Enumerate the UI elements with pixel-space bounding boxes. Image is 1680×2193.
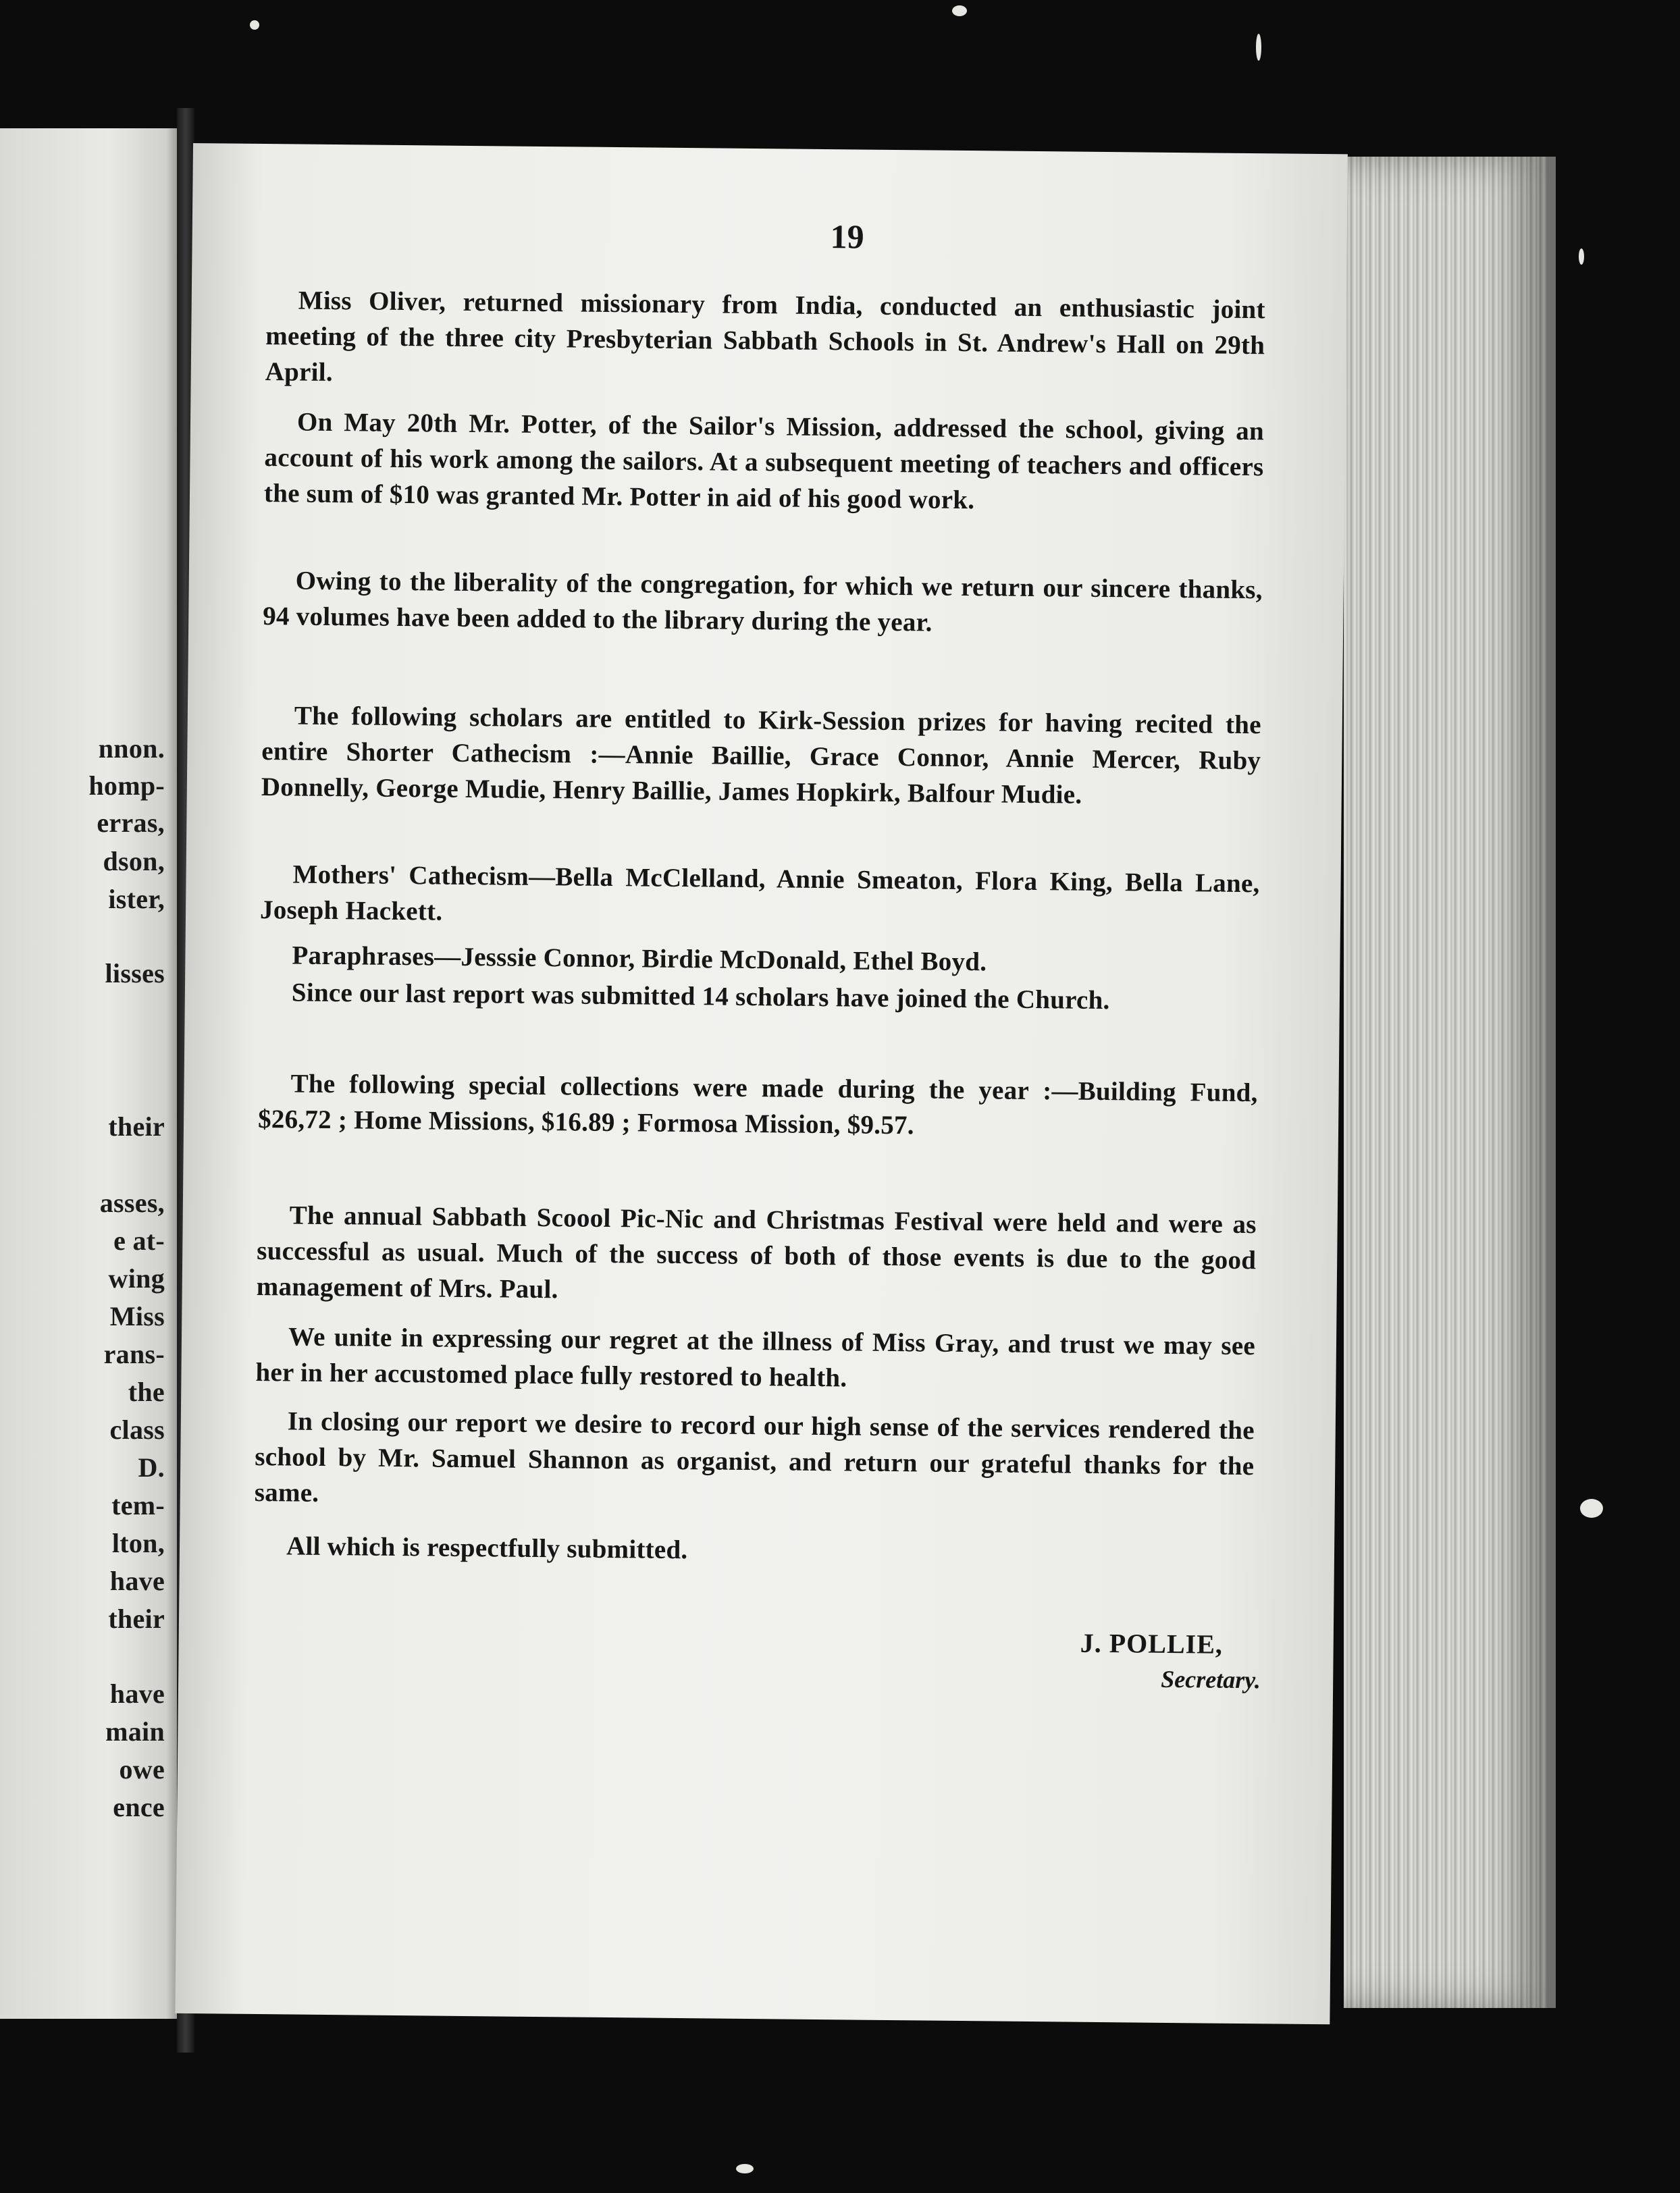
left-page-text-line: main [105, 1716, 165, 1747]
paragraph-paraphrases: Paraphrases—Jesssie Connor, Birdie McDonald, Ethel Boyd. [292, 941, 987, 977]
left-page-text-line: dson, [103, 846, 165, 876]
left-page-text-line: D. [138, 1452, 165, 1483]
left-page-text-line: asses, [99, 1188, 165, 1218]
scan-speck [736, 2164, 754, 2173]
left-page-text-line: nnon. [98, 733, 165, 764]
scan-speck [952, 5, 967, 16]
signature-name: J. POLLIE, [1080, 1627, 1224, 1660]
scan-speck [1579, 248, 1584, 265]
left-page-text-line: rans- [103, 1339, 165, 1369]
paragraph-library: Owing to the liberality of the congregation, for which we return our sincere thanks, 94 volumes have been added to the library during the year. [263, 566, 1263, 637]
paragraph-submitted: All which is respectfully submitted. [286, 1531, 688, 1565]
left-page-text-line: their [108, 1111, 165, 1142]
scan-speck [1256, 34, 1261, 61]
paragraph-mr-potter: On May 20th Mr. Potter, of the Sailor's Mission, addressed the school, giving an account of his work among the sailors. At a subsequent meeting of teachers and officers the sum of $10 was granted Mr. Potter in aid of his good work. [263, 407, 1265, 515]
left-page-text-line: have [109, 1566, 165, 1596]
paragraph-miss-gray: We unite in expressing our regret at the illness of Miss Gray, and trust we may see her in her accustomed place fully restored to health. [255, 1322, 1256, 1393]
left-page-text-line: lton, [111, 1528, 165, 1558]
left-page-text-line: homp- [88, 770, 165, 801]
left-page-text-line: Miss [109, 1301, 165, 1331]
scan-speck [1580, 1499, 1603, 1518]
page-edges [1344, 157, 1556, 2008]
paragraph-special-collections: The following special collections were made during the year :—Building Fund, $26,72 ; Home Missions, $16.89 ; Formosa Mission, $9.57. [257, 1069, 1258, 1140]
left-page-text-line: ence [113, 1792, 165, 1822]
left-page-text-line: their [108, 1604, 165, 1634]
left-page-text-line: e at- [113, 1225, 165, 1256]
left-page-text-line: tem- [111, 1490, 165, 1521]
right-page [175, 143, 1348, 2024]
paragraph-closing: In closing our report we desire to record our high sense of the services rendered the school by Mr. Samuel Shannon as organist, and return our grateful thanks for the same. [254, 1406, 1255, 1508]
page-number: 19 [830, 217, 864, 256]
left-page-text-line: erras, [97, 808, 165, 838]
left-page-text-line: owe [119, 1754, 165, 1785]
paragraph-miss-oliver: Miss Oliver, returned missionary from India, conducted an enthusiastic joint meeting of the three city Presbyterian Sabbath Schools in St. Andrew's Hall on 29th April. [265, 286, 1265, 388]
paragraph-new-members: Since our last report was submitted 14 scholars have joined the Church. [291, 978, 1110, 1015]
left-page-text-line: wing [108, 1263, 165, 1294]
left-page-text-line: have [109, 1679, 165, 1709]
left-page-text-line: the [128, 1377, 165, 1407]
left-page-text-line: class [109, 1415, 165, 1445]
paragraph-mothers-cathecism: Mothers' Cathecism—Bella McClelland, Annie Smeaton, Flora King, Bella Lane, Joseph Hackett. [259, 860, 1260, 926]
paragraph-kirk-session-prizes: The following scholars are entitled to Kirk-Session prizes for having recited the entire Shorter Cathecism :—Annie Baillie, Grace Connor, Annie Mercer, Ruby Donnelly, George Mudie, Henry Baillie, James Hopkirk, Balfour Mudie. [261, 701, 1262, 810]
left-page-fragment [0, 128, 181, 2019]
signature-title: Secretary. [1161, 1665, 1261, 1694]
page-content [254, 144, 1267, 1694]
left-page-text-line: lisses [105, 958, 165, 988]
paragraph-pic-nic-festival: The annual Sabbath Scoool Pic-Nic and Christmas Festival were held and were as successful as usual. Much of the success of both of those events is due to the good management of Mrs. Paul. [256, 1200, 1257, 1304]
left-page-text-line: ister, [108, 884, 165, 914]
scan-speck [250, 20, 259, 30]
